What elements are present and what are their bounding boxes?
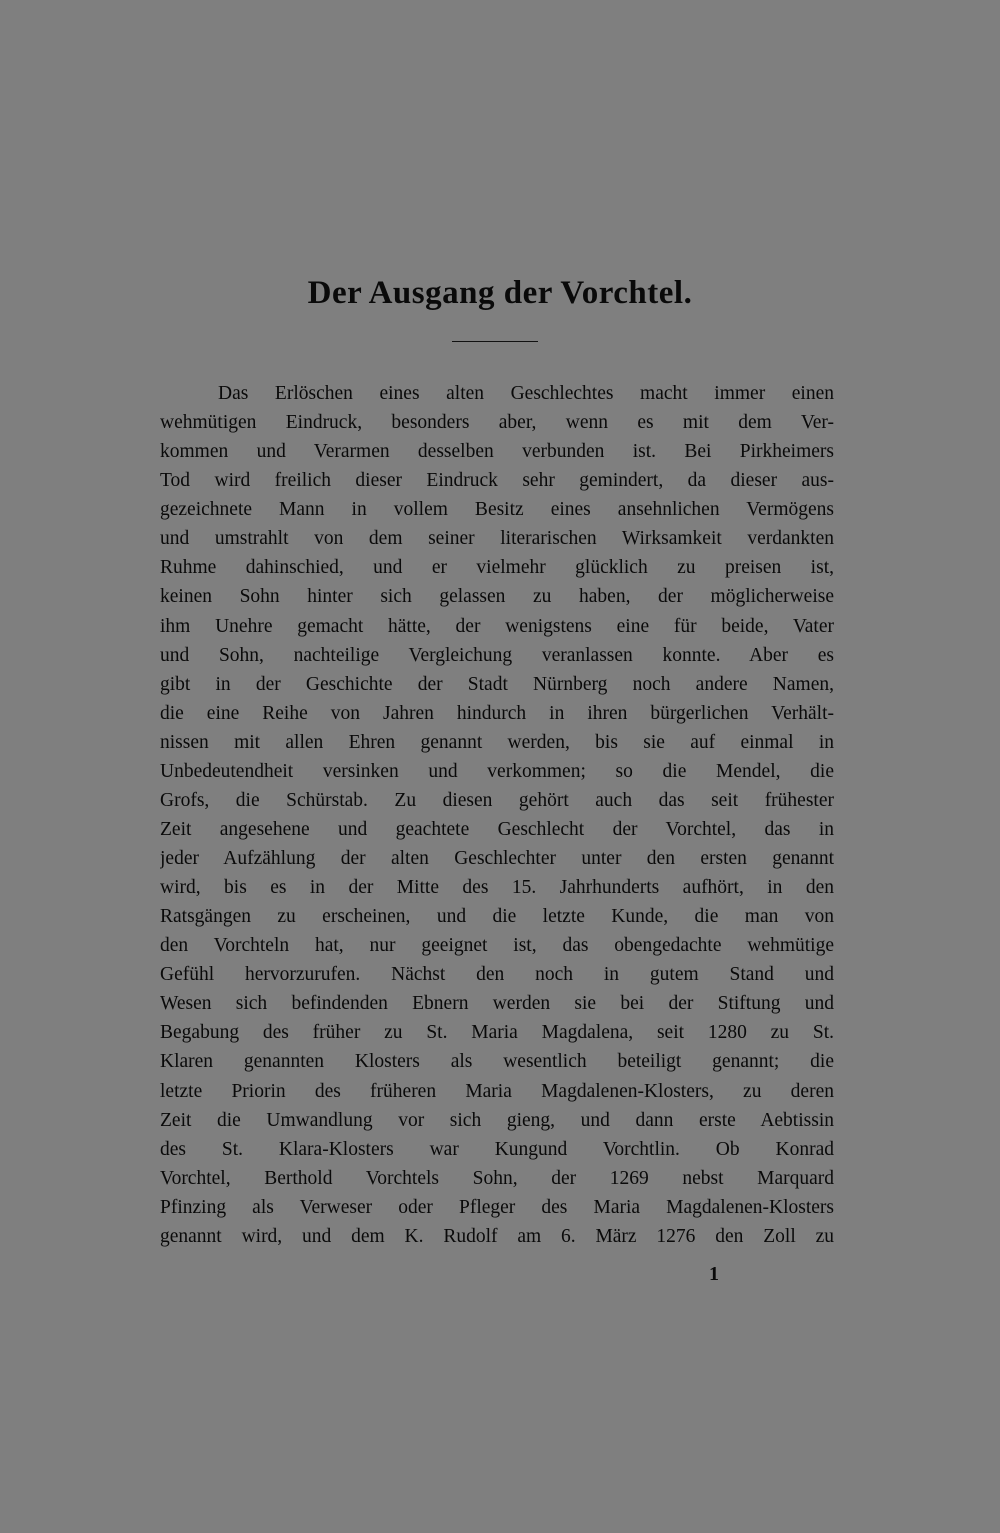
text-line: wird, bis es in der Mitte des 15. Jahrhunderts aufhört, in den xyxy=(160,877,834,899)
text-line: nissen mit allen Ehren genannt werden, bis sie auf einmal in xyxy=(160,731,834,753)
text-line: keinen Sohn hinter sich gelassen zu haben, der möglicherweise xyxy=(160,586,834,608)
text-line: wehmütigen Eindruck, besonders aber, wenn es mit dem Ver- xyxy=(160,412,834,434)
text-line: Ratsgängen zu erscheinen, und die letzte Kunde, die man von xyxy=(160,906,834,928)
text-line: Begabung des früher zu St. Maria Magdalena, seit 1280 zu St. xyxy=(160,1022,834,1044)
text-line: und Sohn, nachteilige Vergleichung veranlassen konnte. Aber es xyxy=(160,644,834,666)
text-line: gibt in der Geschichte der Stadt Nürnberg noch andere Namen, xyxy=(160,673,834,695)
text-line: kommen und Verarmen desselben verbunden ist. Bei Pirkheimers xyxy=(160,441,834,463)
text-line: Gefühl hervorzurufen. Nächst den noch in gutem Stand und xyxy=(160,964,834,986)
text-line: gezeichnete Mann in vollem Besitz eines ansehnlichen Vermögens xyxy=(160,499,834,521)
body-text xyxy=(160,379,834,1251)
text-line: Pfinzing als Verweser oder Pfleger des Maria Magdalenen-Klosters xyxy=(160,1196,834,1218)
text-line: Vorchtel, Berthold Vorchtels Sohn, der 1269 nebst Marquard xyxy=(160,1167,834,1189)
text-line: Ruhme dahinschied, und er vielmehr glücklich zu preisen ist, xyxy=(160,557,834,579)
text-line: genannt wird, und dem K. Rudolf am 6. März 1276 den Zoll zu xyxy=(160,1225,834,1247)
text-line: den Vorchteln hat, nur geeignet ist, das obengedachte wehmütige xyxy=(160,935,834,957)
text-line: und umstrahlt von dem seiner literarischen Wirksamkeit verdankten xyxy=(160,528,834,550)
text-line: ihm Unehre gemacht hätte, der wenigstens eine für beide, Vater xyxy=(160,615,834,637)
text-line: letzte Priorin des früheren Maria Magdalenen-Klosters, zu deren xyxy=(160,1080,834,1102)
text-line: Das Erlöschen eines alten Geschlechtes macht immer einen xyxy=(218,383,834,404)
text-line: Tod wird freilich dieser Eindruck sehr gemindert, da dieser aus- xyxy=(160,470,834,492)
signature-mark: 1 xyxy=(709,1263,719,1285)
text-line: die eine Reihe von Jahren hindurch in ihren bürgerlichen Verhält- xyxy=(160,702,834,724)
title-rule xyxy=(452,341,538,342)
text-line: Grofs, die Schürstab. Zu diesen gehört auch das seit frühester xyxy=(160,789,834,811)
text-line: des St. Klara-Klosters war Kungund Vorchtlin. Ob Konrad xyxy=(160,1138,834,1160)
text-line: Zeit die Umwandlung vor sich gieng, und dann erste Aebtissin xyxy=(160,1109,834,1131)
text-line: Zeit angesehene und geachtete Geschlecht der Vorchtel, das in xyxy=(160,818,834,840)
text-line: Klaren genannten Klosters als wesentlich beteiligt genannt; die xyxy=(160,1051,834,1073)
chapter-title: Der Ausgang der Vorchtel. xyxy=(307,275,693,311)
text-line: Wesen sich befindenden Ebnern werden sie bei der Stiftung und xyxy=(160,993,834,1015)
text-line: jeder Aufzählung der alten Geschlechter unter den ersten genannt xyxy=(160,848,834,869)
text-line: Unbedeutendheit versinken und verkommen; so die Mendel, die xyxy=(160,760,834,782)
